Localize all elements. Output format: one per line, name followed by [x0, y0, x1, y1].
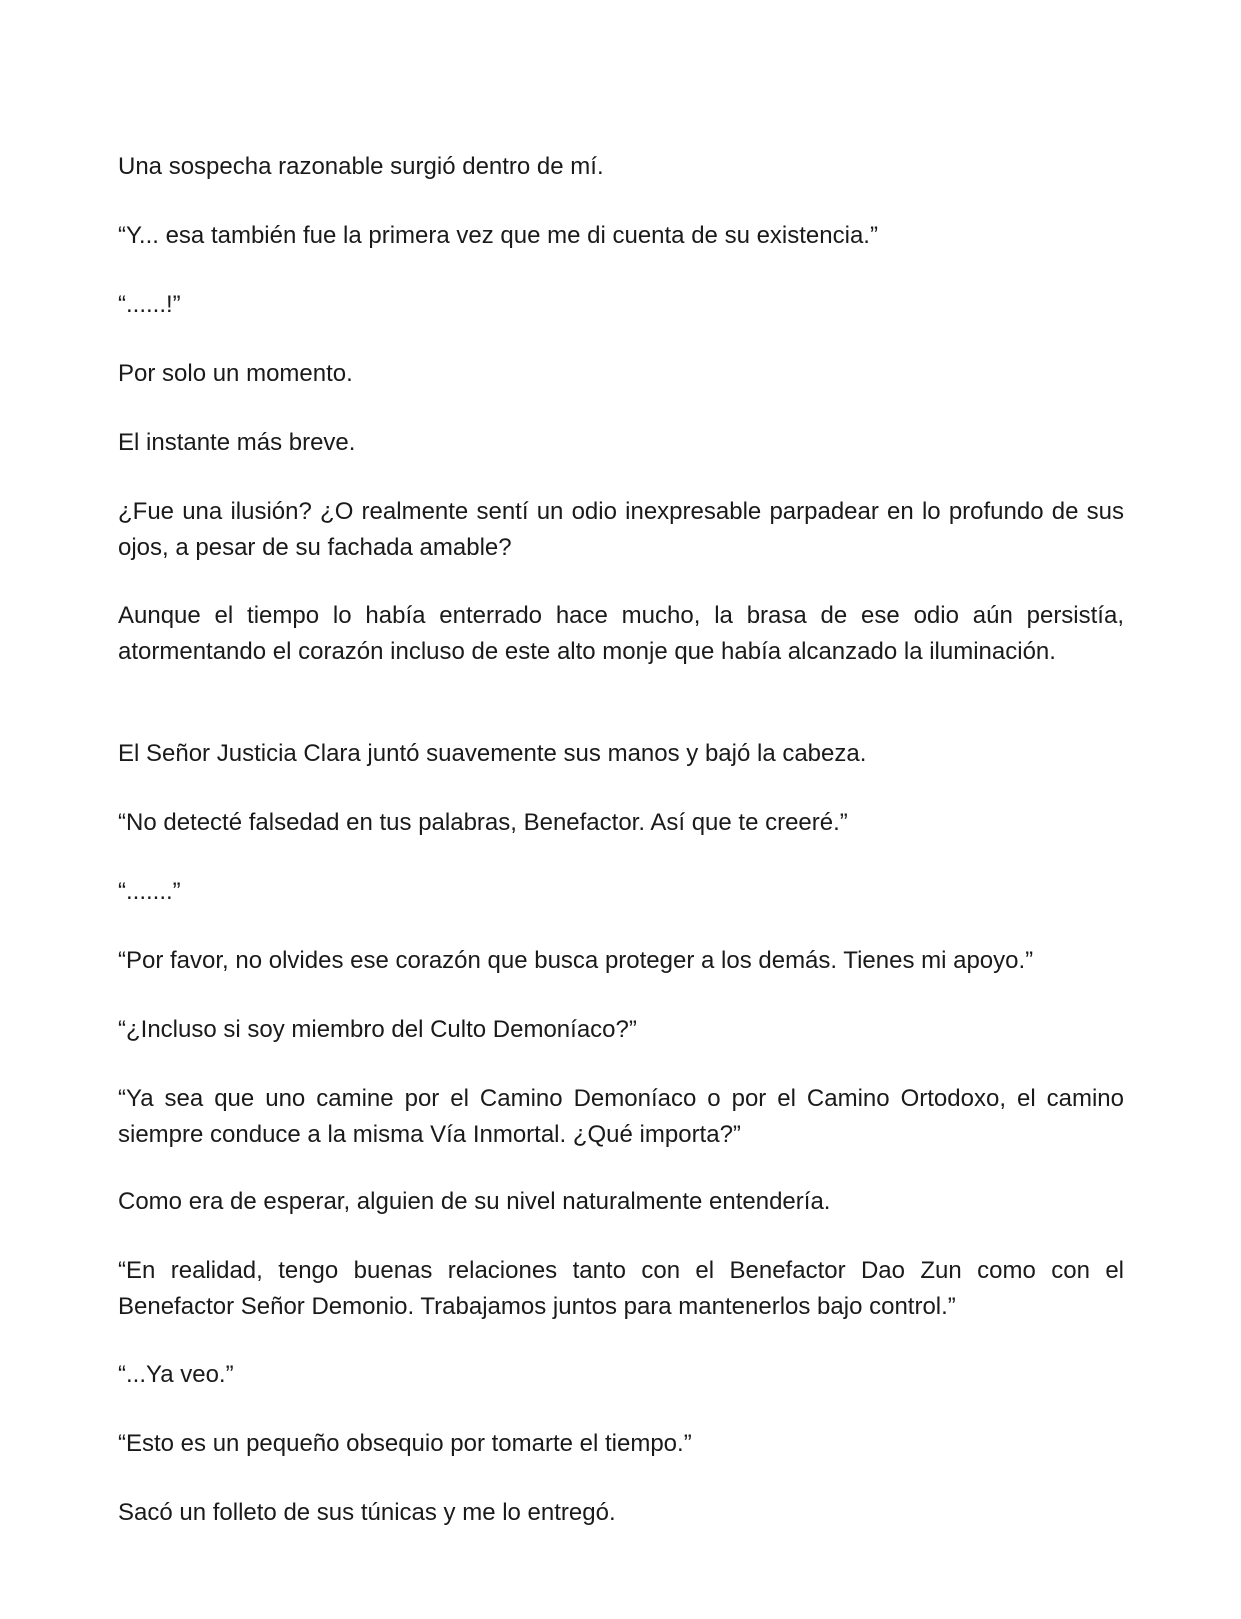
paragraph: El Señor Justicia Clara juntó suavemente sus manos y bajó la cabeza. — [118, 740, 867, 767]
paragraph: “Por favor, no olvides ese corazón que busca proteger a los demás. Tienes mi apoyo.” — [118, 947, 1034, 974]
paragraph: Una sospecha razonable surgió dentro de mí. — [118, 153, 604, 180]
paragraph: El instante más breve. — [118, 429, 356, 456]
paragraph: “...Ya veo.” — [118, 1361, 234, 1388]
document-page — [118, 0, 1124, 1619]
paragraph: “Y... esa también fue la primera vez que me di cuenta de su existencia.” — [118, 222, 878, 249]
paragraph: “Ya sea que uno camine por el Camino Demoníaco o por el Camino Ortodoxo, el camino siempre conduce a la misma Vía Inmortal. ¿Qué importa?” — [118, 1085, 1124, 1148]
paragraph: “Esto es un pequeño obsequio por tomarte el tiempo.” — [118, 1430, 692, 1457]
paragraph: ¿Fue una ilusión? ¿O realmente sentí un odio inexpresable parpadear en lo profundo de sus ojos, a pesar de su fachada amable? — [118, 498, 1124, 561]
paragraph: “......!” — [118, 291, 181, 318]
paragraph: Sacó un folleto de sus túnicas y me lo entregó. — [118, 1499, 616, 1526]
paragraph: “¿Incluso si soy miembro del Culto Demoníaco?” — [118, 1016, 637, 1043]
paragraph: Aunque el tiempo lo había enterrado hace mucho, la brasa de ese odio aún persistía, atormentando el corazón incluso de este alto monje que había alcanzado la iluminación. — [118, 602, 1124, 665]
paragraph: “En realidad, tengo buenas relaciones tanto con el Benefactor Dao Zun como con el Benefactor Señor Demonio. Trabajamos juntos para mantenerlos bajo control.” — [118, 1257, 1124, 1320]
paragraph: “No detecté falsedad en tus palabras, Benefactor. Así que te creeré.” — [118, 809, 848, 836]
paragraph: Por solo un momento. — [118, 360, 353, 387]
paragraph: Como era de esperar, alguien de su nivel naturalmente entendería. — [118, 1188, 831, 1215]
paragraph: “.......” — [118, 878, 181, 905]
